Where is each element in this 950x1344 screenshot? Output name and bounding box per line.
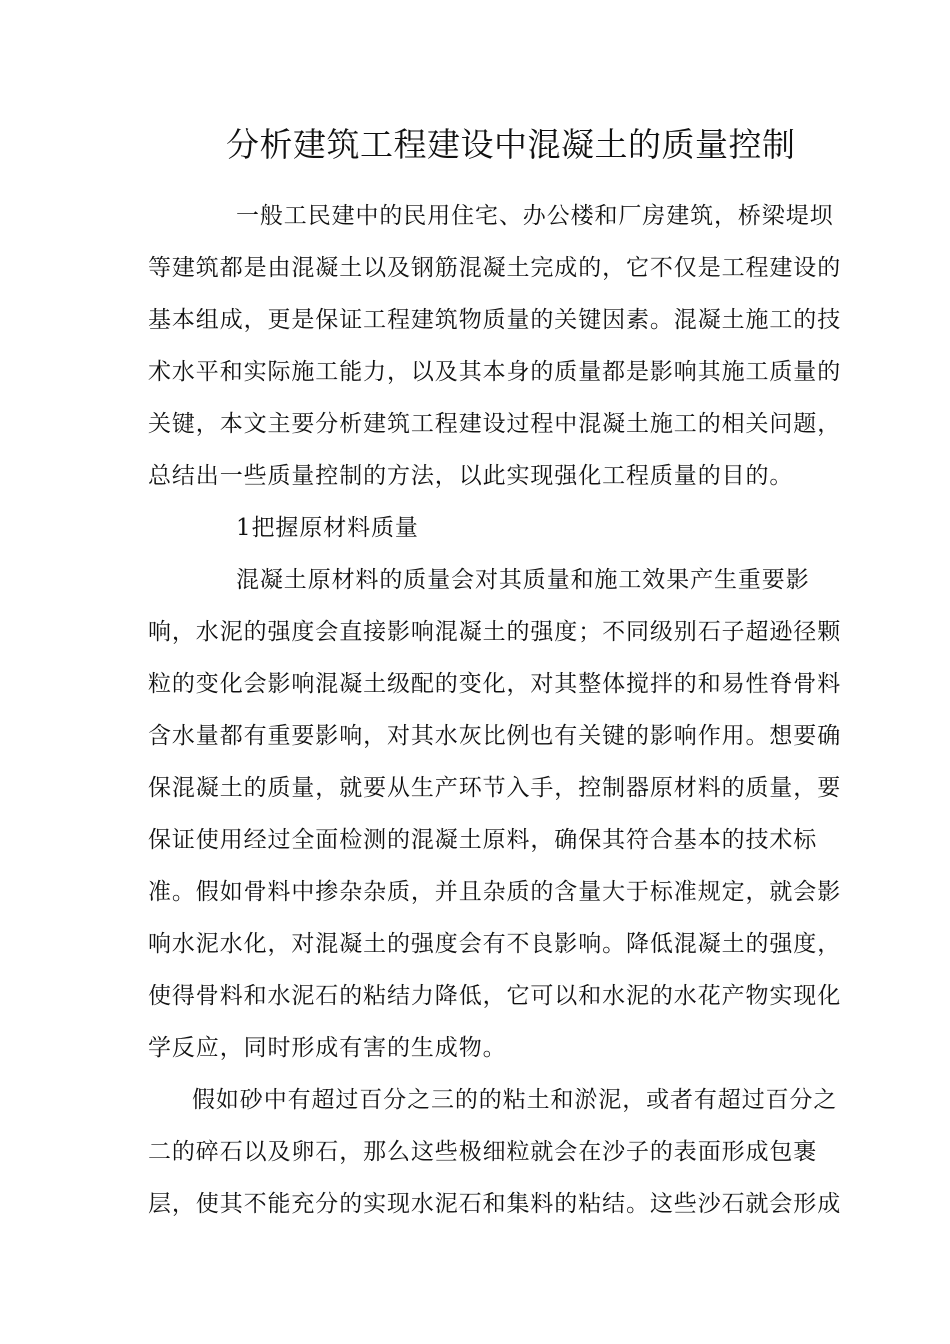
- paragraph-3-line-1: 假如砂中有超过百分之三的的粘土和淤泥，或者有超过百分之: [192, 1087, 838, 1113]
- paragraph-2-line-2: 响，水泥的强度会直接影响混凝土的强度；不同级别石子超逊径颗: [148, 619, 842, 645]
- document-title: 分析建筑工程建设中混凝土的质量控制: [226, 125, 796, 164]
- paragraph-2-line-9: 使得骨料和水泥石的粘结力降低，它可以和水泥的水花产物实现化: [148, 983, 842, 1009]
- paragraph-1-line-4: 术水平和实际施工能力，以及其本身的质量都是影响其施工质量的: [148, 359, 842, 385]
- paragraph-2-line-8: 响水泥水化，对混凝土的强度会有不良影响。降低混凝土的强度，: [148, 931, 842, 957]
- paragraph-2-line-5: 保混凝土的质量，就要从生产环节入手，控制器原材料的质量，要: [148, 775, 842, 801]
- paragraph-1-line-2: 等建筑都是由混凝土以及钢筋混凝土完成的，它不仅是工程建设的: [148, 255, 842, 281]
- paragraph-1-line-5: 关键，本文主要分析建筑工程建设过程中混凝土施工的相关问题，: [148, 411, 842, 437]
- paragraph-2-line-7: 准。假如骨料中掺杂杂质，并且杂质的含量大于标准规定，就会影: [148, 879, 842, 905]
- paragraph-3-line-2: 二的碎石以及卵石，那么这些极细粒就会在沙子的表面形成包裹: [148, 1139, 818, 1165]
- paragraph-1-line-1: 一般工民建中的民用住宅、办公楼和厂房建筑，桥梁堤坝: [236, 203, 834, 229]
- paragraph-1-line-6: 总结出一些质量控制的方法，以此实现强化工程质量的目的。: [148, 463, 794, 489]
- paragraph-1-line-3: 基本组成，更是保证工程建筑物质量的关键因素。混凝土施工的技: [148, 307, 842, 333]
- paragraph-2-line-3: 粒的变化会影响混凝土级配的变化，对其整体搅拌的和易性脊骨料: [148, 671, 842, 697]
- paragraph-3-line-3: 层，使其不能充分的实现水泥石和集料的粘结。这些沙石就会形成: [148, 1191, 842, 1217]
- paragraph-2-line-10: 学反应，同时形成有害的生成物。: [148, 1035, 507, 1061]
- section-1-heading: 1把握原材料质量: [236, 515, 419, 541]
- paragraph-2-line-1: 混凝土原材料的质量会对其质量和施工效果产生重要影: [236, 567, 810, 593]
- paragraph-2-line-6: 保证使用经过全面检测的混凝土原料，确保其符合基本的技术标: [148, 827, 818, 853]
- paragraph-2-line-4: 含水量都有重要影响，对其水灰比例也有关键的影响作用。想要确: [148, 723, 842, 749]
